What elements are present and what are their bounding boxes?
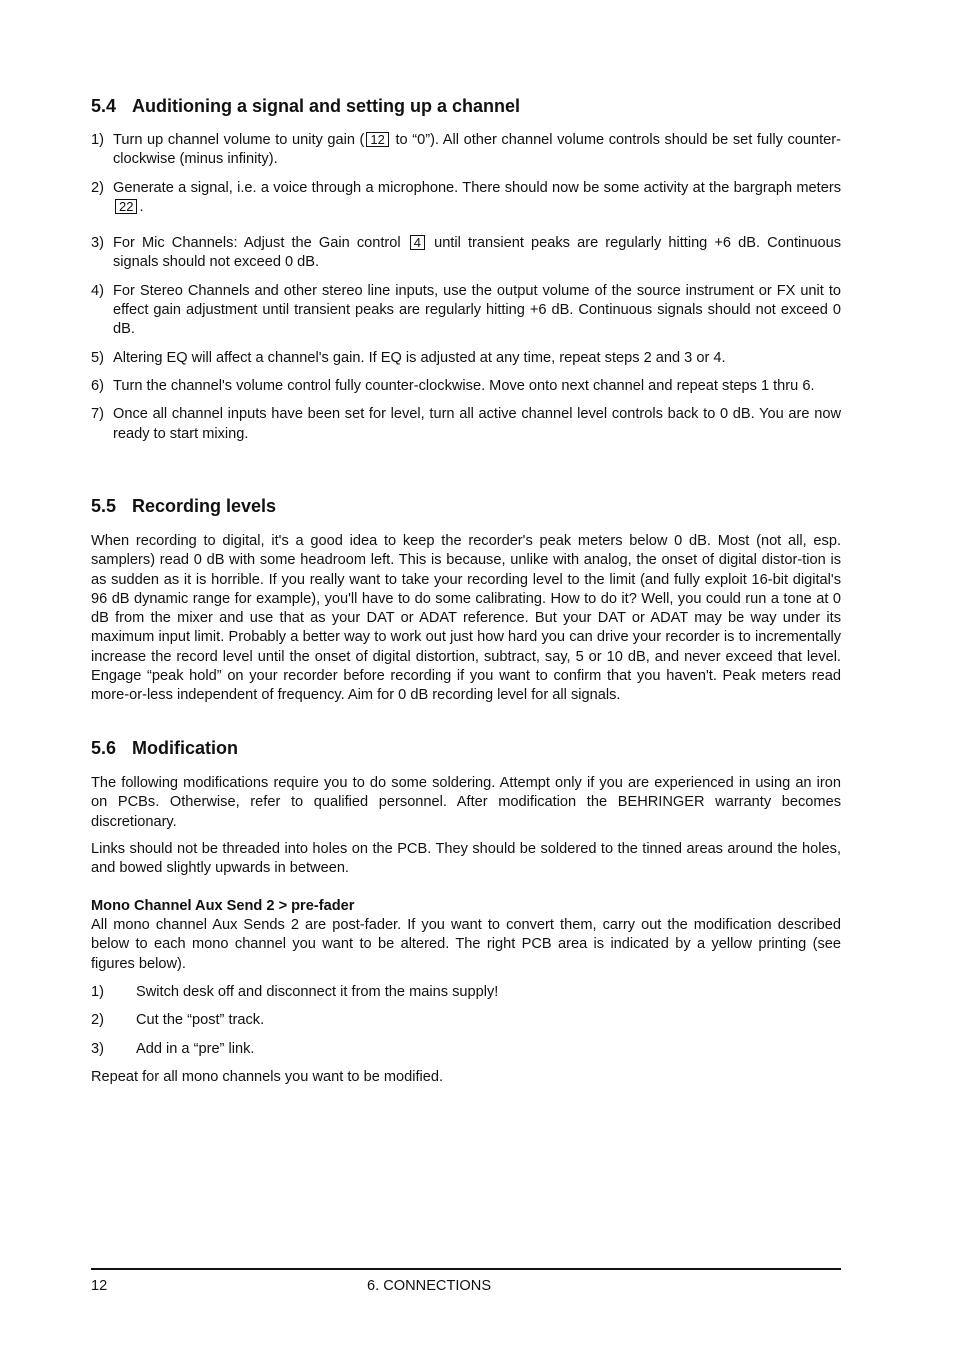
item-number: 3) <box>91 235 104 252</box>
section-title: Modification <box>132 738 238 758</box>
section-title: Auditioning a signal and setting up a channel <box>132 96 521 116</box>
list-item <box>91 234 841 273</box>
list-item <box>91 131 841 170</box>
list-item <box>91 1011 841 1030</box>
item-text: Turn up channel volume to unity gain ( 12 to “0”). All other channel volume controls should be set fully counter-clockwise (minus infinity). <box>113 132 841 168</box>
section-heading-5-6 <box>91 738 238 759</box>
list-item <box>91 1040 841 1059</box>
subheading-aux-send: Mono Channel Aux Send 2 > pre-fader <box>91 898 355 914</box>
item-number: 7) <box>91 406 104 423</box>
item-number: 3) <box>91 1040 104 1057</box>
reference-box: 12 <box>366 132 388 147</box>
item-text: For Stereo Channels and other stereo line inputs, use the output volume of the source instrument or FX unit to effect gain adjustment until transient peaks are regularly hitting +6 dB. Continuous signals should not exceed 0 dB. <box>113 282 841 338</box>
footer-rule <box>91 1268 841 1270</box>
list-item <box>91 983 841 1002</box>
list-item <box>91 179 841 218</box>
list-item <box>91 377 841 396</box>
list-item <box>91 282 841 340</box>
section-heading-5-5 <box>91 496 276 517</box>
item-number: 1) <box>91 132 104 148</box>
section-heading-5-4 <box>91 96 520 117</box>
item-number: 2) <box>91 179 104 196</box>
item-text: Generate a signal, i.e. a voice through a microphone. There should now be some activity at the bargraph meters 22 . <box>113 179 841 215</box>
list-item <box>91 405 841 444</box>
item-number: 1) <box>91 984 104 1000</box>
item-text: Add in a “pre” link. <box>136 1040 255 1057</box>
item-text: Once all channel inputs have been set for level, turn all active channel level controls back to 0 dB. You are now ready to start mixing. <box>113 406 841 442</box>
section-number: 5.6 <box>91 738 117 758</box>
section-number: 5.4 <box>91 96 117 116</box>
item-text: Altering EQ will affect a channel's gain. If EQ is adjusted at any time, repeat steps 2 and 3 or 4. <box>113 349 726 366</box>
modification-paragraph-1: The following modifications require you to do some soldering. Attempt only if you are experienced in using an iron on PCBs. Otherwise, refer to qualified personnel. After modification the BEHRINGER warranty becomes discretionary. <box>91 775 841 830</box>
item-number: 6) <box>91 377 104 394</box>
recording-levels-paragraph: When recording to digital, it's a good idea to keep the recorder's peak meters below 0 dB. Most (not all, esp. samplers) read 0 dB with some headroom left. This is because, unlike with analog, the onset of digital distor-tion is as sudden as it is horrible. If you really want to take your recording level to the limit (and fully exploit 16-bit digital's 96 dB dynamic range for example), you'll have to do some calibrating. How to do it? Well, you could run a tone at 0 dB from the mixer and use that as your DAT or ADAT reference. But your DAT or ADAT may be way under its maximum input limit. Probably a better way to work out just how hard you can drive your recorder is to incrementally increase the record level until the onset of digital distortion, subtract, say, 5 or 10 dB, and never exceed that level. Engage “peak hold” on your recorder before recording if you want to confirm that you haven't. Peak meters read more-or-less independent of frequency. Aim for 0 dB recording level for all signals. <box>91 533 841 704</box>
modification-paragraph-4: Repeat for all mono channels you want to be modified. <box>91 1069 444 1085</box>
list-item <box>91 349 841 368</box>
item-number: 2) <box>91 1012 104 1029</box>
item-text: Turn the channel's volume control fully counter-clockwise. Move onto next channel and repeat steps 1 thru 6. <box>113 377 815 394</box>
section-title: Recording levels <box>132 496 277 516</box>
reference-box: 22 <box>115 199 137 214</box>
footer-chapter-title: 6. CONNECTIONS <box>367 1278 492 1294</box>
item-text: For Mic Channels: Adjust the Gain control 4 until transient peaks are regularly hitting +6 dB. Continuous signals should not exceed 0 dB. <box>113 235 841 271</box>
section-number: 5.5 <box>91 496 117 516</box>
item-number: 4) <box>91 282 104 299</box>
item-number: 5) <box>91 349 104 366</box>
item-text: Switch desk off and disconnect it from the mains supply! <box>136 984 499 1000</box>
page-number: 12 <box>91 1278 108 1294</box>
steps-list-5-4 <box>91 131 841 444</box>
modification-paragraph-2: Links should not be threaded into holes on the PCB. They should be soldered to the tinned areas around the holes, and bowed slightly upwards in between. <box>91 841 841 877</box>
item-text: Cut the “post” track. <box>136 1012 265 1029</box>
reference-box: 4 <box>410 235 425 250</box>
modification-steps <box>91 983 841 1059</box>
modification-paragraph-3: All mono channel Aux Sends 2 are post-fader. If you want to convert them, carry out the modification described below to each mono channel you want to be altered. The right PCB area is indicated by a yellow printing (see figures below). <box>91 917 841 972</box>
